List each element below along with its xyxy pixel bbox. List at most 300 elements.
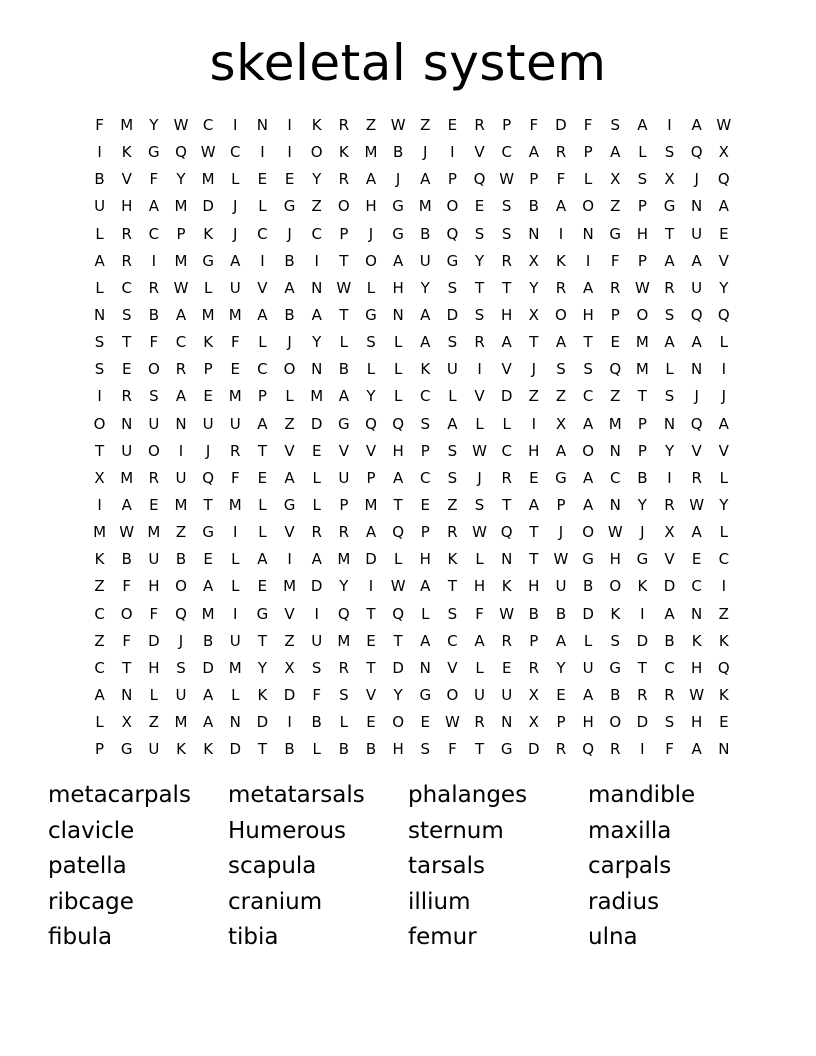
- grid-letter: H: [392, 278, 404, 297]
- grid-letter: Q: [392, 523, 405, 542]
- word-bank-item: carpals: [588, 853, 672, 879]
- word-bank-item: phalanges: [408, 782, 528, 808]
- grid-letter: R: [121, 224, 132, 243]
- grid-letter: A: [582, 468, 594, 487]
- grid-letter: Z: [94, 577, 105, 596]
- grid-letter: R: [447, 523, 458, 542]
- grid-letter: R: [338, 116, 350, 135]
- grid-letter: C: [420, 468, 431, 487]
- grid-letter: K: [610, 604, 621, 623]
- grid-letter: L: [95, 278, 104, 297]
- grid-letter: H: [148, 577, 160, 596]
- grid-letter: E: [230, 360, 241, 379]
- grid-letter: Q: [175, 604, 187, 623]
- grid-letter: E: [610, 333, 620, 352]
- grid-letter: L: [231, 170, 240, 189]
- grid-letter: A: [691, 333, 702, 352]
- grid-letter: O: [636, 306, 649, 325]
- page-title: skeletal system: [209, 34, 607, 92]
- grid-letter: Y: [719, 278, 729, 297]
- grid-letter: L: [231, 686, 240, 705]
- grid-letter: V: [691, 441, 702, 460]
- grid-letter: G: [120, 740, 133, 759]
- grid-letter: A: [420, 631, 431, 650]
- grid-letter: A: [203, 713, 214, 732]
- grid-letter: H: [473, 577, 486, 596]
- grid-letter: L: [719, 523, 728, 542]
- grid-letter: M: [228, 496, 242, 515]
- grid-letter: X: [528, 686, 539, 705]
- grid-letter: T: [339, 251, 349, 270]
- grid-letter: J: [205, 441, 211, 460]
- grid-letter: R: [528, 658, 540, 677]
- grid-letter: U: [229, 278, 241, 297]
- grid-letter: B: [610, 686, 621, 705]
- grid-letter: E: [529, 468, 539, 487]
- word-bank-item: scapula: [228, 853, 317, 879]
- grid-letter: R: [474, 333, 485, 352]
- grid-letter: Q: [717, 658, 730, 677]
- grid-letter: W: [472, 523, 487, 542]
- grid-letter: G: [446, 251, 459, 270]
- grid-letter: U: [148, 740, 160, 759]
- grid-letter: T: [257, 441, 267, 460]
- grid-letter: H: [148, 658, 160, 677]
- grid-letter: K: [691, 631, 702, 650]
- grid-letter: C: [664, 658, 675, 677]
- grid-letter: G: [609, 658, 622, 677]
- grid-letter: I: [287, 550, 292, 569]
- grid-letter: P: [637, 197, 647, 216]
- grid-letter: O: [120, 604, 133, 623]
- grid-letter: G: [283, 496, 296, 515]
- grid-letter: L: [583, 170, 593, 189]
- grid-letter: L: [231, 550, 240, 569]
- grid-letter: O: [392, 713, 405, 732]
- grid-letter: U: [446, 360, 458, 379]
- grid-letter: B: [94, 170, 105, 189]
- grid-letter: V: [257, 278, 268, 297]
- grid-letter: J: [721, 387, 727, 406]
- grid-letter: P: [420, 523, 430, 542]
- grid-letter: T: [529, 550, 539, 569]
- grid-letter: M: [364, 496, 378, 515]
- grid-letter: S: [149, 387, 159, 406]
- grid-letter: S: [664, 306, 675, 325]
- grid-letter: I: [640, 740, 645, 759]
- grid-letter: K: [556, 251, 566, 270]
- grid-letter: A: [582, 278, 594, 297]
- word-bank-item: femur: [408, 924, 477, 950]
- grid-letter: A: [664, 251, 675, 270]
- grid-letter: I: [721, 360, 727, 379]
- grid-letter: A: [718, 414, 729, 433]
- word-bank-item: metacarpals: [48, 782, 191, 808]
- grid-letter: J: [477, 468, 482, 487]
- grid-letter: N: [419, 658, 431, 677]
- grid-letter: J: [558, 523, 564, 542]
- grid-letter: V: [501, 360, 512, 379]
- grid-letter: M: [418, 197, 432, 216]
- grid-letter: Y: [366, 387, 376, 406]
- grid-letter: L: [312, 468, 321, 487]
- grid-letter: Q: [690, 306, 703, 325]
- grid-letter: M: [228, 387, 242, 406]
- grid-letter: J: [423, 143, 428, 162]
- grid-letter: I: [314, 604, 319, 623]
- grid-letter: Y: [339, 577, 349, 596]
- grid-letter: S: [447, 604, 458, 623]
- grid-letter: G: [500, 740, 513, 759]
- grid-letter: G: [392, 197, 404, 216]
- grid-letter: R: [501, 251, 512, 270]
- grid-letter: Z: [284, 631, 295, 650]
- grid-letter: K: [447, 550, 458, 569]
- grid-letter: Y: [149, 116, 159, 135]
- grid-letter: H: [121, 197, 133, 216]
- grid-letter: I: [260, 143, 265, 162]
- grid-letter: L: [665, 360, 674, 379]
- grid-letter: C: [582, 387, 594, 406]
- grid-letter: O: [582, 523, 594, 542]
- grid-letter: J: [531, 360, 537, 379]
- grid-letter: U: [311, 631, 323, 650]
- grid-letter: D: [229, 740, 242, 759]
- grid-letter: W: [444, 713, 460, 732]
- grid-letter: E: [203, 387, 213, 406]
- grid-letter: R: [474, 116, 485, 135]
- grid-letter: Y: [529, 278, 539, 297]
- grid-letter: A: [420, 306, 431, 325]
- grid-letter: S: [447, 278, 458, 297]
- grid-letter: T: [339, 306, 349, 325]
- grid-letter: G: [609, 224, 622, 243]
- grid-letter: G: [202, 251, 214, 270]
- grid-letter: V: [365, 686, 377, 705]
- grid-letter: U: [175, 468, 187, 487]
- grid-letter: W: [472, 441, 487, 460]
- grid-letter: M: [201, 604, 215, 623]
- grid-letter: X: [664, 523, 675, 542]
- grid-letter: I: [531, 414, 537, 433]
- grid-letter: T: [583, 333, 593, 352]
- grid-letter: Z: [175, 523, 187, 542]
- grid-letter: X: [555, 414, 567, 433]
- grid-letter: F: [230, 468, 240, 487]
- grid-letter: H: [691, 658, 703, 677]
- grid-letter: O: [283, 360, 296, 379]
- grid-letter: L: [149, 686, 159, 705]
- word-bank-item: tibia: [228, 924, 279, 950]
- word-bank-item: patella: [48, 853, 127, 879]
- grid-letter: V: [474, 143, 485, 162]
- grid-letter: S: [176, 658, 186, 677]
- grid-letter: E: [284, 170, 295, 189]
- grid-letter: D: [446, 306, 459, 325]
- grid-letter: R: [610, 278, 621, 297]
- grid-letter: Y: [637, 496, 647, 515]
- grid-letter: H: [419, 550, 431, 569]
- grid-letter: N: [609, 496, 621, 515]
- grid-letter: F: [556, 170, 566, 189]
- grid-letter: T: [529, 333, 539, 352]
- grid-letter: I: [97, 387, 102, 406]
- grid-letter: M: [228, 658, 242, 677]
- grid-letter: S: [474, 496, 485, 515]
- grid-letter: C: [257, 360, 268, 379]
- grid-letter: F: [230, 333, 240, 352]
- grid-letter: W: [390, 116, 406, 135]
- grid-letter: M: [174, 197, 188, 216]
- grid-letter: H: [636, 224, 649, 243]
- grid-letter: A: [610, 143, 621, 162]
- grid-letter: Q: [175, 143, 187, 162]
- grid-letter: T: [502, 278, 512, 297]
- grid-letter: C: [202, 116, 214, 135]
- grid-letter: D: [663, 577, 676, 596]
- grid-letter: W: [607, 523, 623, 542]
- grid-letter: R: [664, 496, 675, 515]
- grid-letter: H: [365, 197, 377, 216]
- grid-letter: I: [233, 604, 238, 623]
- grid-letter: A: [555, 333, 567, 352]
- grid-letter: W: [553, 550, 569, 569]
- grid-letter: K: [718, 686, 729, 705]
- grid-letter: M: [174, 251, 188, 270]
- grid-letter: P: [610, 306, 620, 325]
- grid-letter: N: [609, 441, 621, 460]
- grid-letter: D: [528, 740, 540, 759]
- grid-letter: B: [338, 740, 349, 759]
- grid-letter: U: [501, 686, 513, 705]
- grid-letter: P: [637, 414, 647, 433]
- grid-letter: V: [338, 441, 349, 460]
- grid-letter: R: [338, 523, 350, 542]
- grid-letter: U: [555, 577, 567, 596]
- grid-letter: O: [582, 197, 594, 216]
- grid-letter: A: [447, 414, 458, 433]
- grid-letter: F: [583, 116, 593, 135]
- grid-letter: H: [609, 550, 621, 569]
- grid-letter: P: [556, 496, 566, 515]
- grid-letter: W: [499, 170, 515, 189]
- grid-letter: A: [582, 686, 594, 705]
- grid-letter: I: [585, 251, 591, 270]
- grid-letter: T: [393, 631, 403, 650]
- grid-letter: L: [502, 414, 511, 433]
- grid-letter: A: [582, 496, 594, 515]
- grid-letter: C: [718, 550, 730, 569]
- grid-letter: O: [582, 441, 594, 460]
- grid-letter: N: [528, 224, 540, 243]
- grid-letter: L: [231, 577, 240, 596]
- grid-letter: U: [691, 278, 703, 297]
- grid-letter: F: [448, 740, 457, 759]
- grid-letter: A: [555, 441, 567, 460]
- grid-letter: S: [474, 224, 485, 243]
- grid-letter: S: [420, 740, 431, 759]
- grid-letter: G: [256, 604, 269, 623]
- grid-letter: H: [392, 441, 404, 460]
- grid-letter: M: [608, 414, 622, 433]
- grid-letter: Y: [257, 658, 267, 677]
- grid-letter: L: [339, 713, 349, 732]
- grid-letter: L: [393, 387, 403, 406]
- grid-letter: J: [640, 523, 645, 542]
- grid-letter: L: [95, 224, 104, 243]
- grid-letter: G: [338, 414, 350, 433]
- grid-letter: U: [229, 631, 241, 650]
- grid-letter: S: [583, 360, 593, 379]
- grid-letter: E: [447, 116, 458, 135]
- grid-letter: G: [365, 306, 377, 325]
- grid-letter: D: [310, 414, 323, 433]
- grid-letter: A: [474, 631, 485, 650]
- grid-letter: A: [420, 170, 431, 189]
- grid-letter: J: [233, 197, 238, 216]
- grid-letter: A: [365, 523, 377, 542]
- grid-letter: C: [420, 387, 431, 406]
- grid-letter: V: [664, 550, 675, 569]
- grid-letter: S: [664, 143, 675, 162]
- grid-letter: A: [311, 306, 322, 325]
- grid-letter: F: [149, 604, 159, 623]
- grid-letter: U: [582, 658, 594, 677]
- grid-letter: P: [583, 143, 593, 162]
- grid-letter: A: [420, 577, 431, 596]
- grid-letter: B: [664, 631, 675, 650]
- grid-letter: I: [721, 577, 727, 596]
- grid-letter: O: [147, 360, 160, 379]
- grid-letter: T: [257, 740, 267, 759]
- grid-letter: W: [689, 496, 705, 515]
- grid-letter: A: [338, 387, 349, 406]
- grid-letter: K: [338, 143, 349, 162]
- grid-letter: A: [311, 550, 322, 569]
- grid-letter: X: [528, 713, 539, 732]
- grid-letter: J: [233, 224, 238, 243]
- grid-letter: E: [311, 441, 322, 460]
- grid-letter: N: [582, 224, 594, 243]
- grid-letter: K: [311, 116, 322, 135]
- grid-letter: L: [393, 550, 403, 569]
- grid-letter: T: [257, 631, 267, 650]
- grid-letter: R: [610, 740, 621, 759]
- grid-letter: G: [636, 550, 649, 569]
- grid-letter: I: [477, 360, 482, 379]
- grid-letter: M: [283, 577, 297, 596]
- word-bank-item: Humerous: [228, 817, 347, 844]
- grid-letter: L: [475, 550, 484, 569]
- grid-letter: L: [393, 360, 403, 379]
- grid-letter: W: [200, 143, 216, 162]
- grid-letter: L: [583, 631, 593, 650]
- grid-letter: B: [338, 360, 349, 379]
- grid-letter: N: [229, 713, 241, 732]
- grid-letter: S: [311, 658, 322, 677]
- grid-letter: L: [258, 496, 267, 515]
- grid-letter: J: [368, 224, 374, 243]
- grid-letter: B: [202, 631, 214, 650]
- grid-letter: M: [174, 496, 188, 515]
- grid-letter: Q: [473, 170, 486, 189]
- grid-letter: C: [501, 143, 512, 162]
- grid-letter: A: [691, 740, 702, 759]
- grid-letter: X: [94, 468, 105, 487]
- grid-letter: W: [173, 116, 189, 135]
- grid-letter: W: [499, 604, 515, 623]
- grid-letter: U: [121, 441, 133, 460]
- grid-letter: H: [528, 577, 540, 596]
- grid-letter: C: [148, 224, 160, 243]
- grid-letter: P: [95, 740, 105, 759]
- grid-letter: N: [311, 360, 323, 379]
- grid-letter: I: [233, 523, 238, 542]
- grid-letter: M: [337, 631, 351, 650]
- grid-letter: W: [390, 577, 406, 596]
- grid-letter: N: [663, 414, 676, 433]
- grid-letter: E: [257, 170, 268, 189]
- grid-letter: T: [94, 441, 105, 460]
- grid-letter: R: [338, 170, 350, 189]
- grid-letter: O: [446, 197, 459, 216]
- grid-letter: A: [664, 604, 675, 623]
- grid-letter: V: [447, 658, 458, 677]
- grid-letter: P: [339, 224, 349, 243]
- grid-letter: T: [366, 658, 376, 677]
- grid-letter: A: [203, 577, 214, 596]
- grid-letter: L: [475, 414, 484, 433]
- grid-letter: Y: [312, 333, 322, 352]
- grid-letter: O: [310, 143, 323, 162]
- grid-letter: E: [257, 577, 268, 596]
- grid-letter: R: [230, 441, 241, 460]
- grid-letter: O: [365, 251, 377, 270]
- grid-letter: N: [311, 278, 323, 297]
- grid-letter: Z: [420, 116, 431, 135]
- grid-letter: I: [287, 713, 292, 732]
- grid-letter: H: [501, 306, 513, 325]
- word-bank-item: ribcage: [48, 888, 134, 915]
- grid-letter: I: [314, 251, 319, 270]
- grid-letter: K: [176, 740, 186, 759]
- grid-letter: L: [448, 387, 457, 406]
- grid-letter: O: [337, 197, 350, 216]
- grid-letter: I: [667, 116, 672, 135]
- grid-letter: I: [368, 577, 374, 596]
- grid-letter: X: [718, 143, 729, 162]
- grid-letter: A: [528, 496, 539, 515]
- grid-letter: A: [257, 550, 268, 569]
- grid-letter: A: [365, 170, 377, 189]
- grid-letter: T: [203, 496, 213, 515]
- grid-letter: Q: [446, 224, 459, 243]
- grid-letter: A: [148, 197, 159, 216]
- grid-letter: Y: [556, 658, 566, 677]
- grid-letter: M: [228, 306, 242, 325]
- grid-letter: Q: [717, 170, 730, 189]
- grid-letter: Q: [690, 143, 703, 162]
- grid-letter: L: [339, 333, 349, 352]
- grid-letter: F: [95, 116, 104, 135]
- grid-letter: T: [664, 224, 675, 243]
- grid-letter: S: [121, 306, 132, 325]
- grid-letter: V: [474, 387, 485, 406]
- grid-letter: T: [447, 577, 457, 596]
- word-search-grid: [86, 112, 737, 763]
- grid-letter: R: [691, 468, 702, 487]
- grid-letter: A: [582, 414, 594, 433]
